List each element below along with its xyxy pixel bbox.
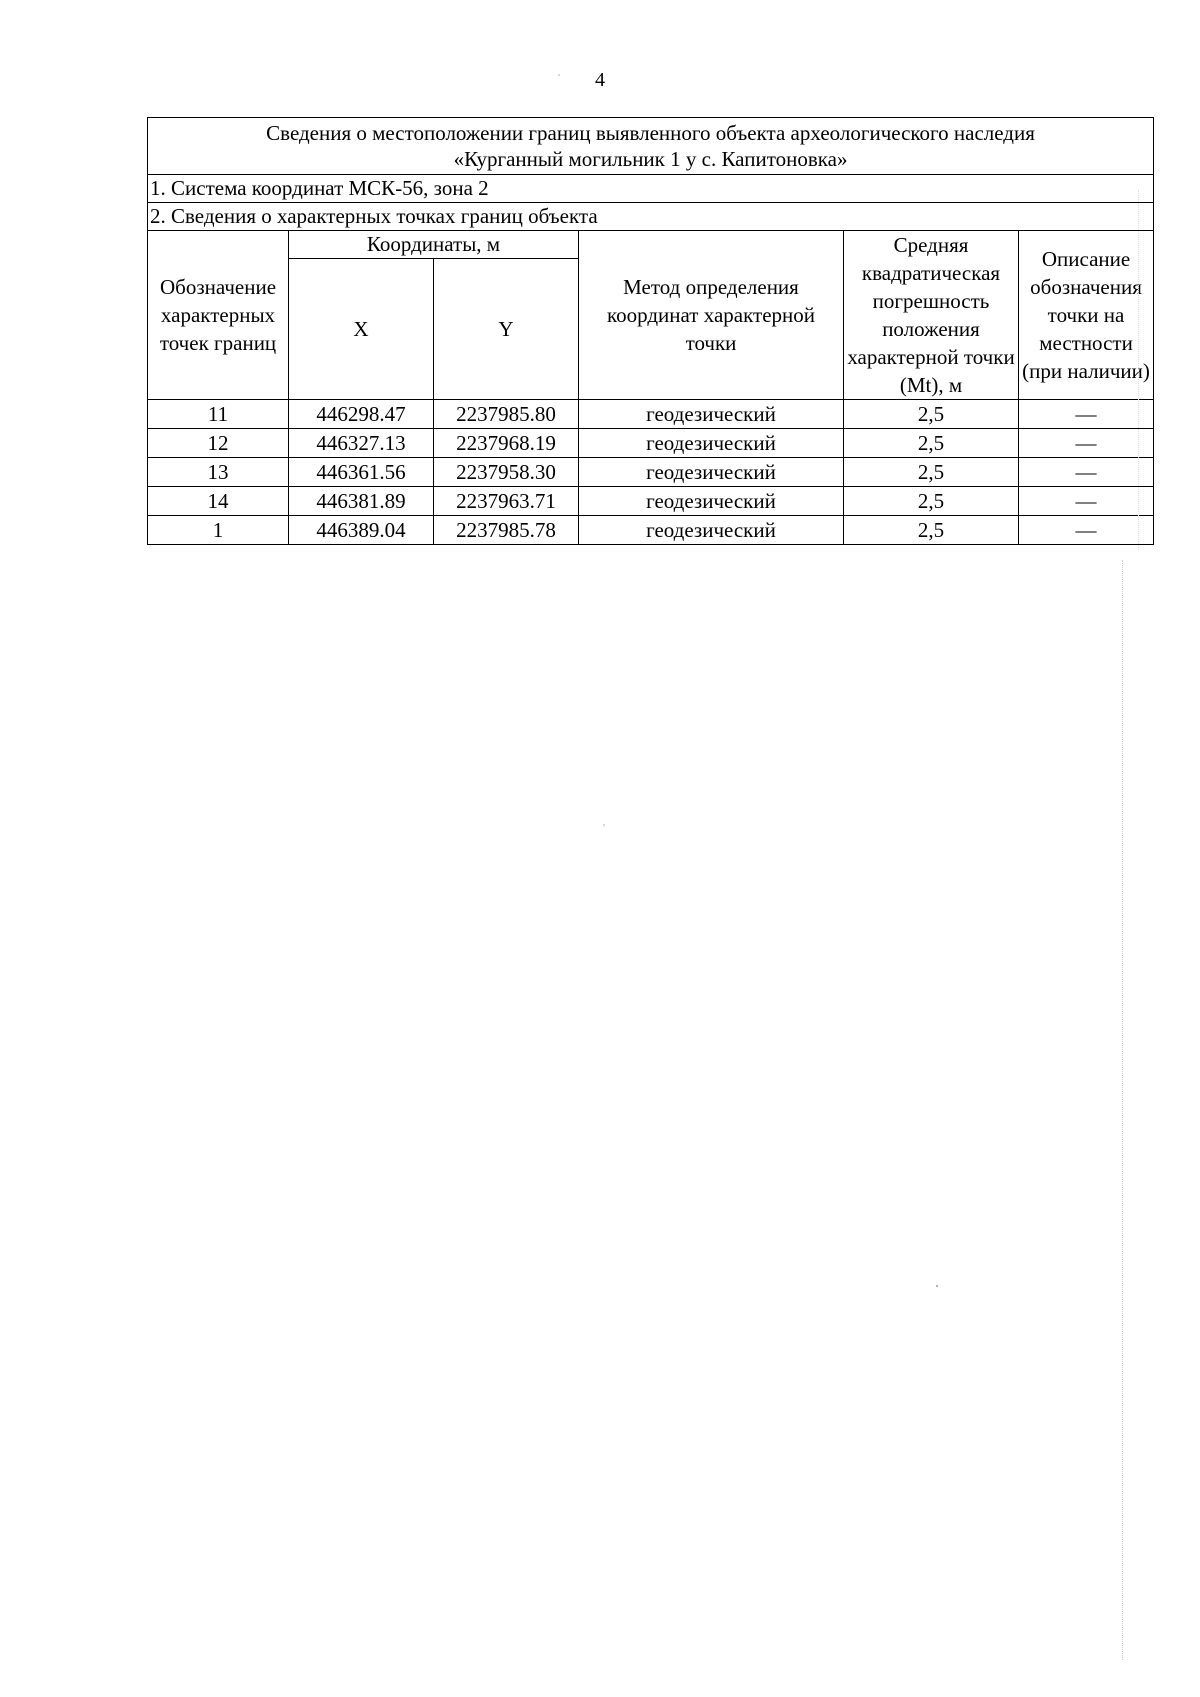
y-cell: 2237968.19 xyxy=(434,429,579,458)
method-cell: геодезический xyxy=(579,429,844,458)
header-row xyxy=(148,231,1154,259)
description-header: Описание обозначения точки на местности (при наличии) xyxy=(1019,231,1154,400)
table-row xyxy=(148,400,1154,429)
coordinate-system-label: 1. Система координат МСК-56, зона 2 xyxy=(148,175,1154,203)
accuracy-cell: 2,5 xyxy=(844,400,1019,429)
point-cell: 12 xyxy=(148,429,289,458)
section-row xyxy=(148,203,1154,231)
table-title-line-1: Сведения о местоположении границ выявленного объекта археологического наследия xyxy=(266,121,1035,145)
accuracy-cell: 2,5 xyxy=(844,516,1019,545)
method-cell: геодезический xyxy=(579,487,844,516)
method-header: Метод определения координат характерной точки xyxy=(579,231,844,400)
y-header: Y xyxy=(434,259,579,400)
boundary-coordinates-table xyxy=(147,117,1154,545)
scan-artifact-line xyxy=(1122,560,1123,1660)
accuracy-cell: 2,5 xyxy=(844,429,1019,458)
description-cell: — xyxy=(1019,458,1154,487)
description-cell: — xyxy=(1019,400,1154,429)
table-title-row xyxy=(148,118,1154,175)
method-cell: геодезический xyxy=(579,458,844,487)
table-title xyxy=(148,118,1154,175)
point-designation-header: Обозначение характерных точек границ xyxy=(148,231,289,400)
section-row xyxy=(148,175,1154,203)
table-row xyxy=(148,458,1154,487)
table-row xyxy=(148,516,1154,545)
x-cell: 446389.04 xyxy=(289,516,434,545)
accuracy-header: Средняя квадратическая погрешность положения характерной точки (Mt), м xyxy=(844,231,1019,400)
x-header: X xyxy=(289,259,434,400)
x-cell: 446361.56 xyxy=(289,458,434,487)
x-cell: 446381.89 xyxy=(289,487,434,516)
description-cell: — xyxy=(1019,487,1154,516)
accuracy-cell: 2,5 xyxy=(844,458,1019,487)
method-cell: геодезический xyxy=(579,400,844,429)
scan-speck xyxy=(936,1285,938,1287)
point-cell: 1 xyxy=(148,516,289,545)
y-cell: 2237958.30 xyxy=(434,458,579,487)
y-cell: 2237963.71 xyxy=(434,487,579,516)
coordinates-header: Координаты, м xyxy=(289,231,579,259)
x-cell: 446298.47 xyxy=(289,400,434,429)
point-cell: 13 xyxy=(148,458,289,487)
y-cell: 2237985.80 xyxy=(434,400,579,429)
scan-speck xyxy=(603,824,605,826)
page-number: 4 xyxy=(595,69,605,91)
characteristic-points-label: 2. Сведения о характерных точках границ объекта xyxy=(148,203,1154,231)
table-row xyxy=(148,429,1154,458)
description-cell: — xyxy=(1019,516,1154,545)
method-cell: геодезический xyxy=(579,516,844,545)
description-cell: — xyxy=(1019,429,1154,458)
accuracy-cell: 2,5 xyxy=(844,487,1019,516)
scan-speck xyxy=(558,74,560,76)
table-title-line-2: «Курганный могильник 1 у с. Капитоновка» xyxy=(453,147,848,171)
point-cell: 14 xyxy=(148,487,289,516)
scan-artifact-line xyxy=(1138,190,1139,550)
table-row xyxy=(148,487,1154,516)
x-cell: 446327.13 xyxy=(289,429,434,458)
point-cell: 11 xyxy=(148,400,289,429)
y-cell: 2237985.78 xyxy=(434,516,579,545)
